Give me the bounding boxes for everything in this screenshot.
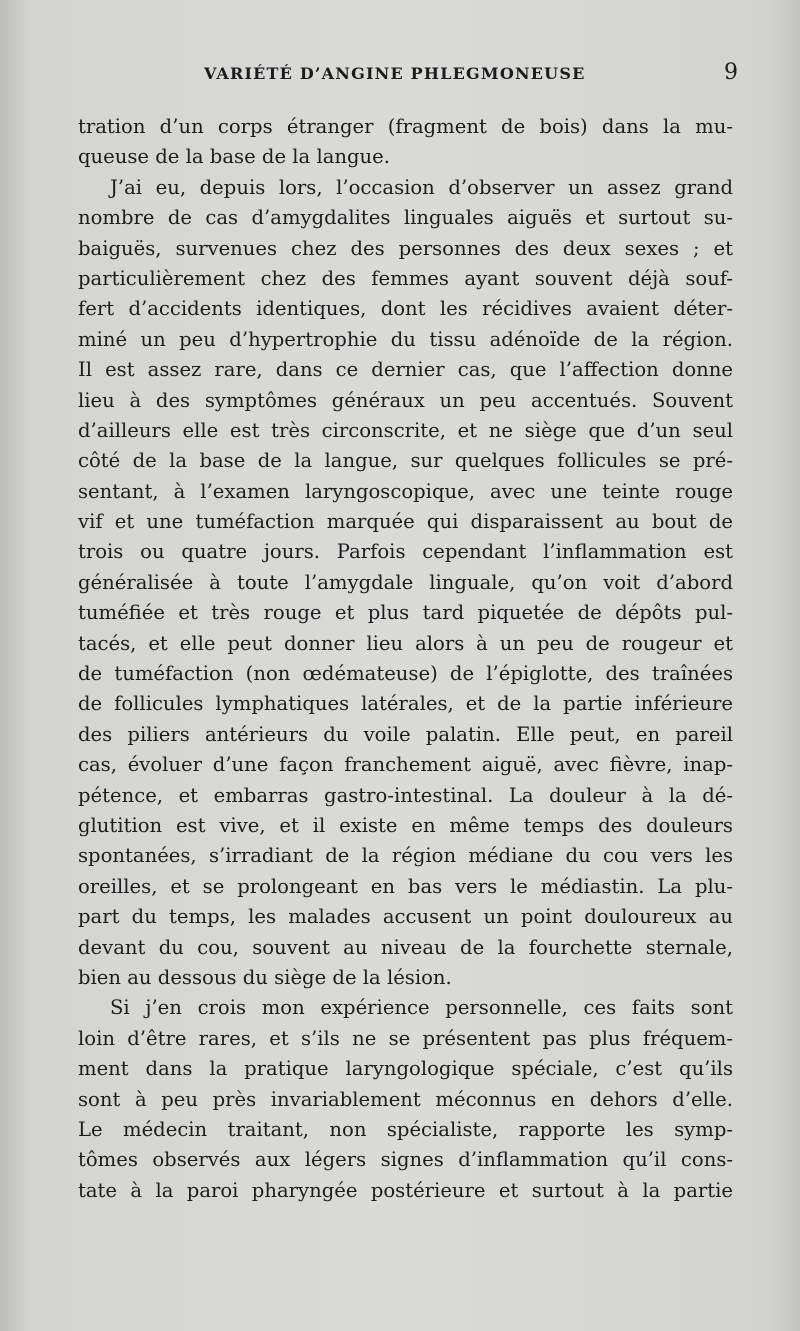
text-line: tate à la paroi pharyngée postérieure et surtout à la partie [78,1178,733,1202]
text-line: d’ailleurs elle est très circonscrite, et ne siège que d’un seul [78,418,733,442]
text-line: Le médecin traitant, non spécialiste, rapporte les symp- [78,1117,733,1141]
text-line: tration d’un corps étranger (fragment de bois) dans la mu- [78,115,733,138]
running-title: VARIÉTÉ D’ANGINE PHLEGMONEUSE [204,64,586,83]
text-line: trois ou quatre jours. Parfois cependant l’inflammation est [78,540,733,564]
text-line: ment dans la pratique laryngologique spéciale, c’est qu’ils [78,1057,733,1081]
text-line: queuse de la base de la langue. [78,145,390,169]
text-line: cas, évoluer d’une façon franchement aiguë, avec fièvre, inap- [78,753,733,777]
text-line: J’ai eu, depuis lors, l’occasion d’observer un assez grand [110,175,733,199]
text-line: des piliers antérieurs du voile palatin. Elle peut, en pareil [78,722,733,746]
text-line: particulièrement chez des femmes ayant souvent déjà souf- [78,266,733,290]
text-line: nombre de cas d’amygdalites linguales aiguës et surtout su- [78,206,733,230]
text-line: Si j’en crois mon expérience personnelle, ces faits sont [110,996,733,1020]
text-line: Il est assez rare, dans ce dernier cas, que l’affection donne [78,358,733,382]
text-line: fert d’accidents identiques, dont les récidives avaient déter- [78,297,733,321]
text-line: devant du cou, souvent au niveau de la fourchette sternale, [78,935,733,959]
text-line: vif et une tuméfaction marquée qui disparaissent au bout de [78,510,733,534]
text-line: loin d’être rares, et s’ils ne se présentent pas plus fréquem- [78,1026,733,1050]
body-text [78,112,733,1206]
text-line: de tuméfaction (non œdémateuse) de l’épiglotte, des traînées [78,662,733,686]
text-line: de follicules lymphatiques latérales, et de la partie inférieure [78,692,733,716]
text-line: tômes observés aux légers signes d’inflammation qu’il cons- [78,1148,733,1172]
text-line: généralisée à toute l’amygdale linguale, qu’on voit d’abord [78,570,733,594]
text-line: spontanées, s’irradiant de la région médiane du cou vers les [78,844,733,868]
text-line: glutition est vive, et il existe en même temps des douleurs [78,813,733,837]
page-number: 9 [724,60,738,85]
text-line: tuméfiée et très rouge et plus tard piquetée de dépôts pul- [78,601,733,625]
text-line: sont à peu près invariablement méconnus en dehors d’elle. [78,1087,733,1111]
text-line: miné un peu d’hypertrophie du tissu adénoïde de la région. [78,327,733,351]
text-line: tacés, et elle peut donner lieu alors à un peu de rougeur et [78,631,733,655]
text-line: bien au dessous du siège de la lésion. [78,965,452,989]
text-line: sentant, à l’examen laryngoscopique, avec une teinte rouge [78,479,733,503]
text-line: pétence, et embarras gastro-intestinal. La douleur à la dé- [78,783,733,807]
text-line: lieu à des symptômes généraux un peu accentués. Souvent [78,388,733,412]
text-line: côté de la base de la langue, sur quelques follicules se pré- [78,449,733,473]
text-line: oreilles, et se prolongeant en bas vers le médiastin. La plu- [78,874,733,898]
page-header [78,60,738,90]
text-line: baiguës, survenues chez des personnes des deux sexes ; et [78,236,733,260]
text-line: part du temps, les malades accusent un point douloureux au [78,905,733,929]
